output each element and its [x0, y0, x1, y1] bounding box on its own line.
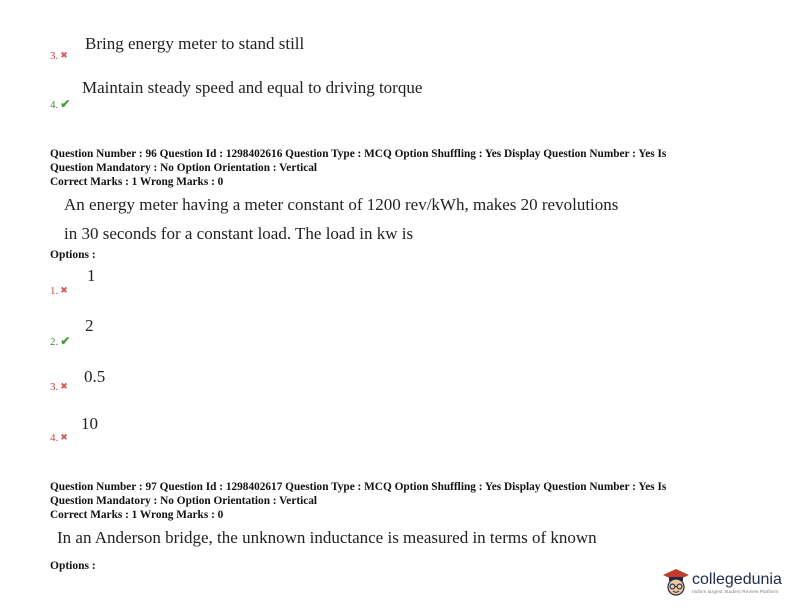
q97-text-line1: In an Anderson bridge, the unknown inductance is measured in terms of known [57, 528, 597, 547]
q97-meta-line2: Question Mandatory : No Option Orientation : Vertical [50, 495, 318, 507]
q96-meta [50, 147, 780, 189]
check-icon: ✔ [60, 333, 71, 348]
cross-icon: ✖ [60, 431, 68, 442]
q96-option-4 [50, 428, 68, 446]
logo-brand: collegedunia [692, 570, 782, 588]
cross-icon: ✖ [60, 284, 68, 295]
q96-options-label: Options : [50, 249, 96, 261]
option-number: 2. [50, 336, 59, 348]
q97-options-label: Options : [50, 560, 96, 572]
check-icon: ✔ [60, 96, 71, 111]
prev-option-3 [50, 46, 68, 64]
q96-text-line1: An energy meter having a meter constant of 1200 rev/kWh, makes 20 revolutions [64, 195, 619, 214]
q97-meta [50, 480, 780, 522]
q97-marks: Correct Marks : 1 Wrong Marks : 0 [50, 509, 224, 521]
q96-marks: Correct Marks : 1 Wrong Marks : 0 [50, 176, 224, 188]
prev-option-4 [50, 95, 70, 113]
logo-tagline: India's largest Student Review Platform [692, 588, 779, 594]
q96-meta-line2: Question Mandatory : No Option Orientation : Vertical [50, 162, 318, 174]
prev-option-4-text: Maintain steady speed and equal to driving torque [82, 78, 423, 97]
q96-text-line2: in 30 seconds for a constant load. The load in kw is [64, 224, 414, 243]
q96-meta-line1: Question Number : 96 Question Id : 1298402616 Question Type : MCQ Option Shuffling : Yes Display Question Number : Yes Is [50, 148, 667, 160]
q96-option-1 [50, 281, 68, 299]
cross-icon: ✖ [60, 380, 68, 391]
option-number: 4. [50, 99, 59, 111]
q96-option-4-text: 10 [81, 414, 98, 433]
q96-option-2-text: 2 [85, 316, 94, 335]
q96-option-1-text: 1 [87, 266, 96, 285]
q96-option-2 [50, 332, 70, 350]
option-number: 1. [50, 285, 59, 297]
q96-option-3-text: 0.5 [84, 367, 106, 386]
option-number: 3. [50, 50, 59, 62]
option-number: 4. [50, 432, 59, 444]
q96-option-3 [50, 377, 68, 395]
option-number: 3. [50, 381, 59, 393]
graduate-face-icon [662, 567, 690, 597]
prev-option-3-text: Bring energy meter to stand still [85, 34, 305, 53]
cross-icon: ✖ [60, 49, 68, 60]
q97-meta-line1: Question Number : 97 Question Id : 1298402617 Question Type : MCQ Option Shuffling : Yes Display Question Number : Yes Is [50, 481, 667, 493]
collegedunia-logo [662, 567, 782, 597]
